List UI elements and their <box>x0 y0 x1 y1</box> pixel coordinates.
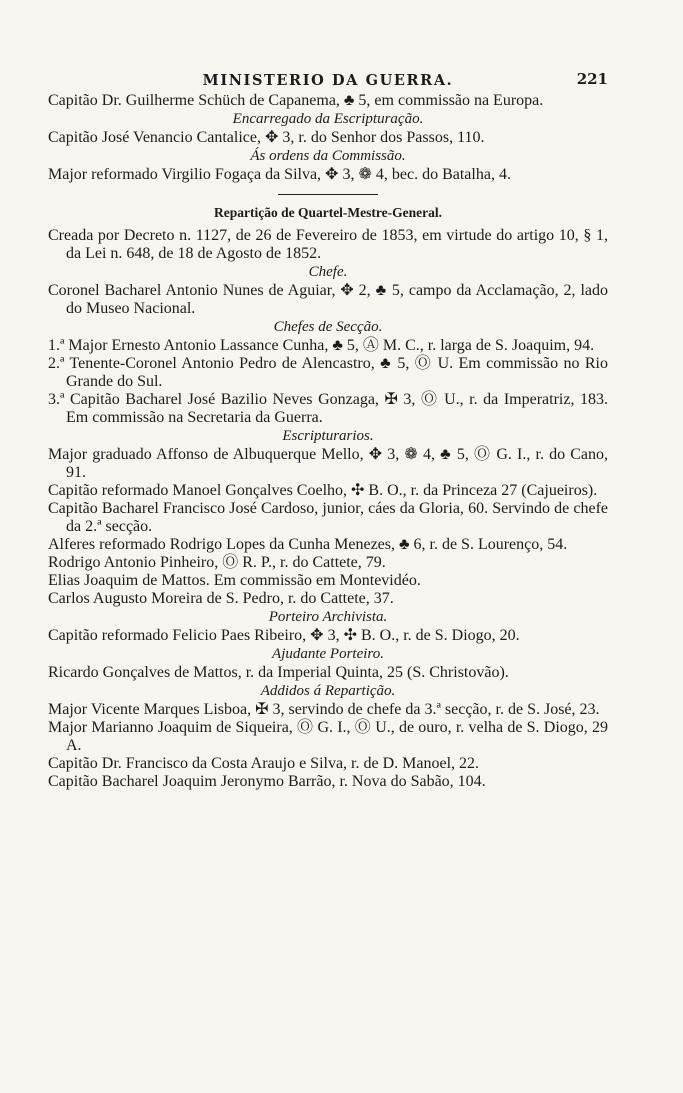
entry-capanema: Capitão Dr. Guilherme Schüch de Capanema, ♣ 5, em commissão na Europa. <box>48 92 544 109</box>
page-number: 221 <box>576 70 608 88</box>
heading-chefes-seccao: Chefes de Secção. <box>273 319 383 335</box>
entry-addido: Major Vicente Marques Lisboa, ✠ 3, servindo de chefe da 3.ª secção, r. de S. José, 23. <box>48 701 600 718</box>
entry-porteiro: Capitão reformado Felicio Paes Ribeiro, ✥ 3, ✣ B. O., r. de S. Diogo, 20. <box>48 627 520 644</box>
entry-escripturario: Rodrigo Antonio Pinheiro, Ⓞ R. P., r. do Cattete, 79. <box>48 554 386 571</box>
page-header <box>48 70 608 92</box>
heading-chefe: Chefe. <box>308 264 348 280</box>
entry-fogaca: Major reformado Virgilio Fogaça da Silva, ✥ 3, ❁ 4, bec. do Batalha, 4. <box>48 166 511 183</box>
heading-escripturacao: Encarregado da Escripturação. <box>232 111 424 127</box>
section-intro: Creada por Decreto n. 1127, de 26 de Fevereiro de 1853, em virtude do artigo 10, § 1, da Lei n. 648, de 18 de Agosto de 1852. <box>48 227 608 262</box>
entry-ajudante: Ricardo Gonçalves de Mattos, r. da Imperial Quinta, 25 (S. Christovão). <box>48 664 509 681</box>
entry-addido: Major Marianno Joaquim de Siqueira, Ⓞ G. I., Ⓞ U., de ouro, r. velha de S. Diogo, 29 A. <box>48 719 608 754</box>
entry-escripturario: Alferes reformado Rodrigo Lopes da Cunha Menezes, ♣ 6, r. de S. Lourenço, 54. <box>48 536 568 553</box>
heading-porteiro: Porteiro Archivista. <box>268 609 388 625</box>
directory-page <box>48 70 608 791</box>
entry-chefe-seccao-3: 3.ª Capitão Bacharel José Bazilio Neves Gonzaga, ✠ 3, Ⓞ U., r. da Imperatriz, 183. Em commissão na Secretaria da Guerra. <box>48 391 608 426</box>
entry-escripturario: Elias Joaquim de Mattos. Em commissão em Montevidéo. <box>48 572 421 589</box>
entry-cantalice: Capitão José Venancio Cantalice, ✥ 3, r. do Senhor dos Passos, 110. <box>48 129 485 146</box>
heading-addidos: Addidos á Repartição. <box>260 683 396 699</box>
entry-escripturario: Carlos Augusto Moreira de S. Pedro, r. do Cattete, 37. <box>48 590 394 607</box>
section-title: Repartição de Quartel-Mestre-General. <box>213 205 443 220</box>
entry-escripturario: Capitão Bacharel Francisco José Cardoso, junior, cáes da Gloria, 60. Servindo de chefe da 2.ª secção. <box>48 500 608 535</box>
entry-escripturario: Major graduado Affonso de Albuquerque Mello, ✥ 3, ❁ 4, ♣ 5, Ⓞ G. I., r. do Cano, 91. <box>48 446 608 481</box>
heading-ordens-commissao: Ás ordens da Commissão. <box>250 148 406 164</box>
entry-addido: Capitão Dr. Francisco da Costa Araujo e Silva, r. de D. Manoel, 22. <box>48 755 480 772</box>
section-divider <box>278 194 378 195</box>
entry-chefe: Coronel Bacharel Antonio Nunes de Aguiar, ✥ 2, ♣ 5, campo da Acclamação, 2, lado do Museo Nacional. <box>48 282 608 317</box>
entry-chefe-seccao-2: 2.ª Tenente-Coronel Antonio Pedro de Alencastro, ♣ 5, Ⓞ U. Em commissão no Rio Grande do Sul. <box>48 355 608 390</box>
running-title: MINISTERIO DA GUERRA. <box>202 72 454 89</box>
heading-escripturarios: Escripturarios. <box>282 428 374 444</box>
entry-addido: Capitão Bacharel Joaquim Jeronymo Barrão, r. Nova do Sabão, 104. <box>48 773 486 790</box>
heading-ajudante: Ajudante Porteiro. <box>272 646 384 662</box>
entry-chefe-seccao-1: 1.ª Major Ernesto Antonio Lassance Cunha, ♣ 5, Ⓐ M. C., r. larga de S. Joaquim, 94. <box>48 337 595 354</box>
entry-escripturario: Capitão reformado Manoel Gonçalves Coelho, ✣ B. O., r. da Princeza 27 (Cajueiros). <box>48 482 598 499</box>
